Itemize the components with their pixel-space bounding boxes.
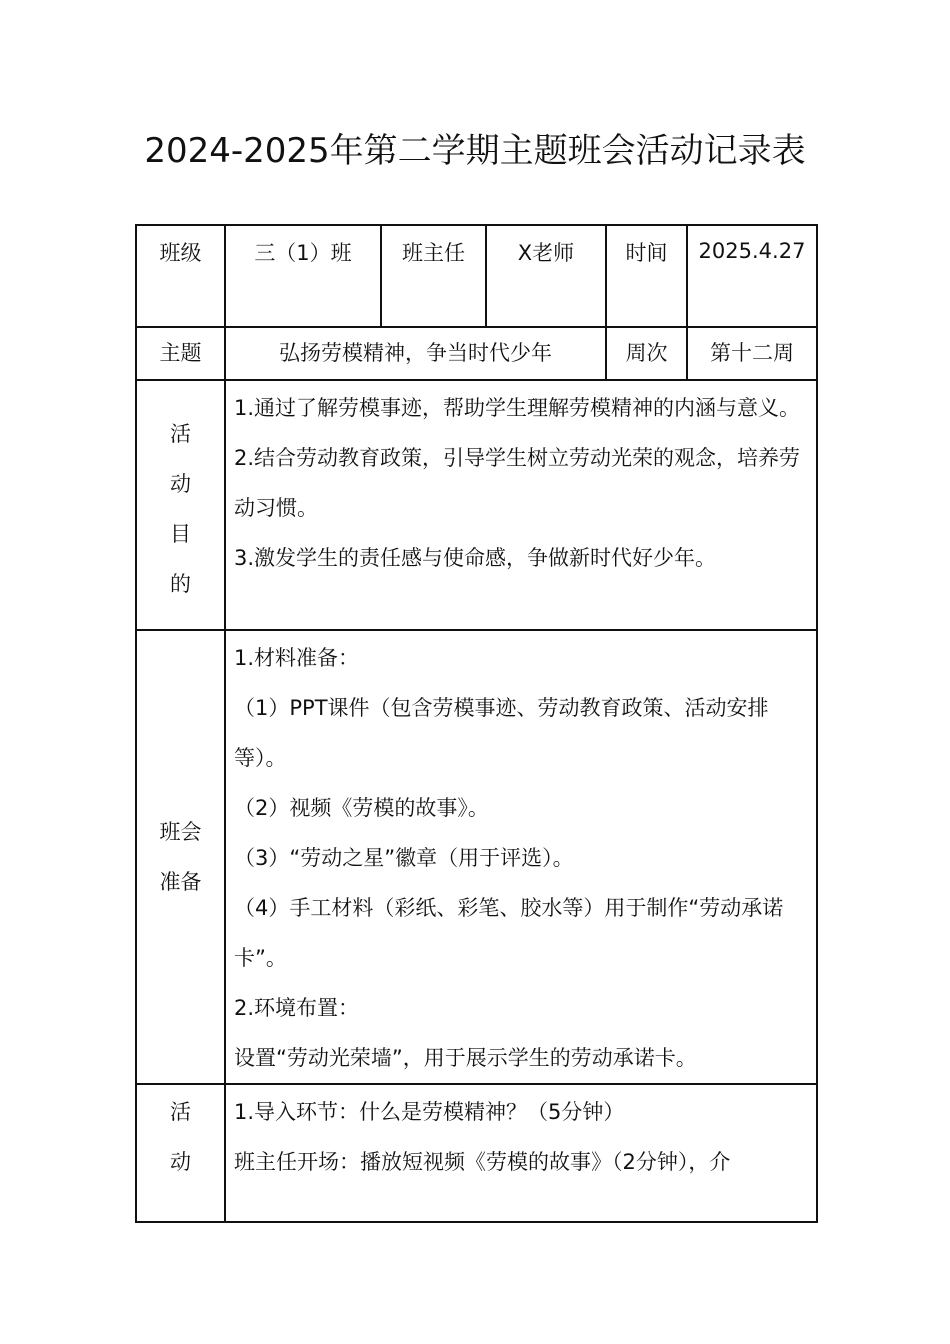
purpose-item: 2.结合劳动教育政策，引导学生树立劳动光荣的观念，培养劳动习惯。 [234,446,801,520]
prep-label-line: 准备 [159,870,202,894]
purpose-label-char: 活 [170,422,191,446]
prep-item: 1.材料准备： [234,646,360,670]
class-label: 班级 [136,225,225,327]
prep-label [136,630,225,1084]
time-label: 时间 [606,225,687,327]
prep-item: （1）PPT课件（包含劳模事迹、劳动教育政策、活动安排等）。 [234,696,769,770]
process-label-char: 动 [170,1150,191,1174]
theme-value: 弘扬劳模精神，争当时代少年 [225,327,606,380]
process-label-char: 活 [170,1100,191,1124]
teacher-label: 班主任 [381,225,486,327]
prep-item: 设置“劳动光荣墙”，用于展示学生的劳动承诺卡。 [234,1046,697,1070]
prep-label-line: 班会 [159,820,202,844]
purpose-label [136,380,225,630]
purpose-label-char: 动 [170,472,191,496]
process-label [136,1084,225,1222]
purpose-content [225,380,817,630]
prep-item: 2.环境布置： [234,996,360,1020]
purpose-item: 1.通过了解劳模事迹，帮助学生理解劳模精神的内涵与意义。 [234,396,801,420]
purpose-item: 3.激发学生的责任感与使命感，争做新时代好少年。 [234,546,717,570]
prep-item: （4）手工材料（彩纸、彩笔、胶水等）用于制作“劳动承诺卡”。 [234,896,784,970]
page-title: 2024-2025年第二学期主题班会活动记录表 [144,131,806,171]
prep-item: （3）“劳动之星”徽章（用于评选）。 [234,846,574,870]
theme-label: 主题 [136,327,225,380]
process-content [225,1084,817,1222]
week-value: 第十二周 [687,327,817,380]
prep-item: （2）视频《劳模的故事》。 [234,796,489,820]
process-item: 班主任开场：播放短视频《劳模的故事》（2分钟），介 [234,1150,731,1174]
week-label: 周次 [606,327,687,380]
purpose-label-char: 目 [170,522,191,546]
prep-content [225,630,817,1084]
teacher-value: X老师 [486,225,606,327]
class-value: 三（1）班 [225,225,381,327]
process-item: 1.导入环节：什么是劳模精神？（5分钟） [234,1100,625,1124]
record-table [135,224,818,1223]
purpose-label-char: 的 [170,572,191,596]
time-value: 2025.4.27 [687,225,817,327]
